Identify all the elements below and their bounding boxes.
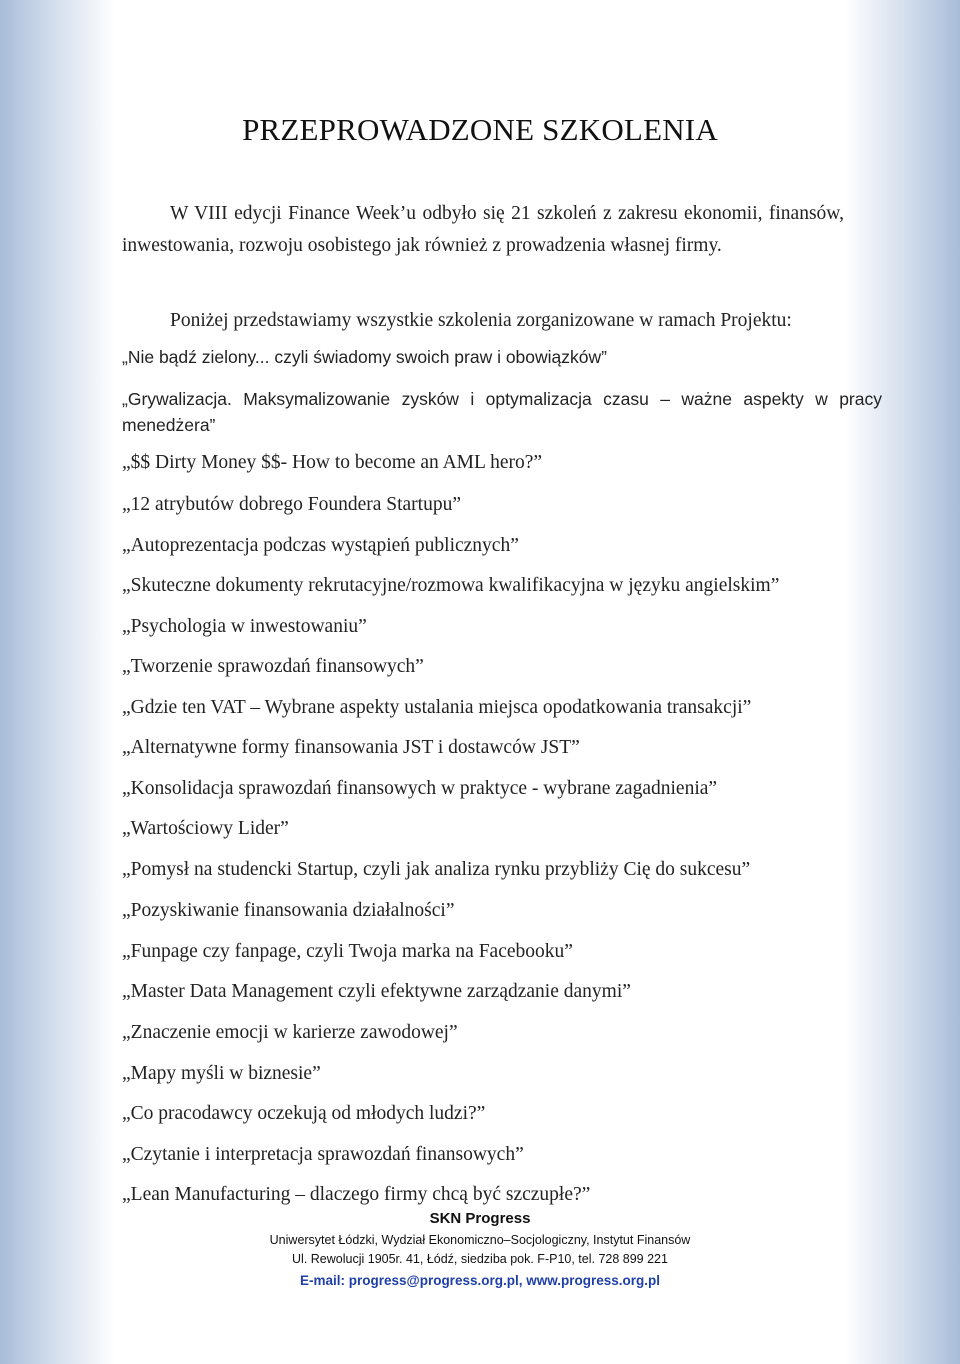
training-item: „Pomysł na studencki Startup, czyli jak analiza rynku przybliży Cię do sukcesu” [122, 859, 751, 880]
footer [0, 1207, 960, 1292]
intro-paragraph [122, 198, 844, 262]
training-item: „Grywalizacja. Maksymalizowanie zysków i optymalizacja czasu – ważne aspekty w pracy menedżera” [122, 389, 882, 435]
footer-address: Ul. Rewolucji 1905r. 41, Łódź, siedziba pok. F-P10, tel. 728 899 221 [292, 1252, 668, 1266]
footer-contact: E-mail: progress@progress.org.pl, www.progress.org.pl [300, 1273, 660, 1288]
training-item: „Tworzenie sprawozdań finansowych” [122, 656, 424, 677]
training-item: „Znaczenie emocji w karierze zawodowej” [122, 1022, 458, 1043]
training-item: „Mapy myśli w biznesie” [122, 1063, 321, 1084]
training-item: „Autoprezentacja podczas wystąpień publicznych” [122, 535, 519, 556]
footer-affiliation: Uniwersytet Łódzki, Wydział Ekonomiczno–Socjologiczny, Instytut Finansów [269, 1233, 691, 1247]
training-item: „Konsolidacja sprawozdań finansowych w praktyce - wybrane zagadnienia” [122, 778, 718, 799]
training-item: „Pozyskiwanie finansowania działalności” [122, 900, 455, 921]
training-item: „Master Data Management czyli efektywne zarządzanie danymi” [122, 981, 631, 1002]
training-item: „Funpage czy fanpage, czyli Twoja marka na Facebooku” [122, 941, 573, 962]
training-item: „Lean Manufacturing – dlaczego firmy chcą być szczupłe?” [122, 1184, 591, 1205]
training-item: „Skuteczne dokumenty rekrutacyjne/rozmowa kwalifikacyjna w języku angielskim” [122, 575, 780, 596]
footer-org-name: SKN Progress [429, 1210, 531, 1227]
training-item: „Czytanie i interpretacja sprawozdań finansowych” [122, 1144, 524, 1165]
training-item: „Psychologia w inwestowaniu” [122, 616, 367, 637]
training-item: „Gdzie ten VAT – Wybrane aspekty ustalania miejsca opodatkowania transakcji” [122, 697, 752, 718]
training-item: „Nie bądź zielony... czyli świadomy swoich praw i obowiązków” [122, 347, 607, 367]
training-item: „Wartościowy Lider” [122, 818, 289, 839]
training-item: „12 atrybutów dobrego Foundera Startupu” [122, 494, 462, 515]
intro-lead: Poniżej przedstawiamy wszystkie szkolenia zorganizowane w ramach Projektu: [170, 310, 792, 331]
intro-text: W VIII edycji Finance Week’u odbyło się 21 szkoleń z zakresu ekonomii, finansów, inwestowania, rozwoju osobistego jak również z prowadzenia własnej firmy. [122, 203, 844, 256]
training-item: „$$ Dirty Money $$- How to become an AML hero?” [122, 452, 543, 473]
training-item: „Co pracodawcy oczekują od młodych ludzi?” [122, 1103, 486, 1124]
training-item: „Alternatywne formy finansowania JST i dostawców JST” [122, 737, 580, 758]
page-title: PRZEPROWADZONE SZKOLENIA [242, 112, 718, 147]
